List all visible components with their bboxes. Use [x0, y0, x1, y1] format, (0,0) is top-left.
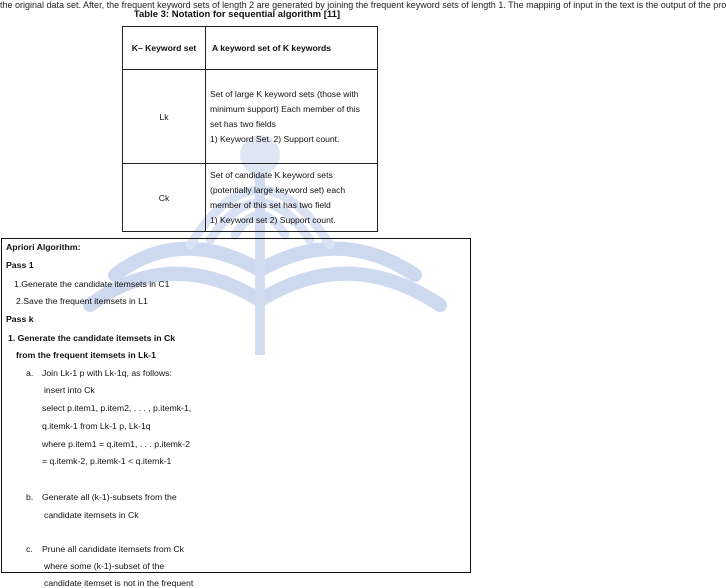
notation-symbol: Ck — [123, 164, 206, 232]
sub-step-b-line: Generate all (k-1)-subsets from the — [42, 492, 177, 502]
pass-1-step-1: 1.Generate the candidate itemsets in C1 — [14, 279, 170, 289]
header-cell: A keyword set of K keywords — [206, 27, 378, 70]
sub-step-c-line: candidate itemset is not in the frequent — [44, 578, 194, 588]
notation-description: Set of candidate K keyword sets (potentially large keyword set) each member of this set has two field 1) Keyword set 2) Support count. — [206, 164, 378, 232]
sub-step-a-line: Join Lk-1 p with Lk-1q, as follows: — [42, 368, 172, 378]
sub-step-c-line: where some (k-1)-subset of the — [44, 561, 165, 571]
sub-step-a-line: select p.item1, p.item2, . . . , p.itemk-1, — [42, 403, 192, 413]
table-header-row — [123, 27, 378, 70]
header-cell: K– Keyword set — [123, 27, 206, 70]
sub-step-a-line: q.itemk-1 from Lk-1 p, Lk-1q — [42, 421, 151, 431]
sub-step-b-line: candidate itemsets in Ck — [44, 510, 139, 520]
table-row — [123, 70, 378, 164]
table-caption: Table 3: Notation for sequential algorithm [11] — [133, 9, 341, 20]
sub-step-a-line: where p.item1 = q.item1, . . . p.itemk-2 — [42, 439, 190, 449]
table-row — [123, 164, 378, 232]
sub-step-marker-c: c. — [26, 544, 33, 554]
sub-step-a-line: = q.itemk-2, p.itemk-1 < q.itemk-1 — [42, 456, 172, 466]
pass-1-step-2: 2.Save the frequent itemsets in L1 — [16, 296, 148, 306]
sub-step-a-line: insert into Ck — [44, 385, 95, 395]
notation-description: Set of large K keyword sets (those with minimum support) Each member of this set has two fields 1) Keyword Set. 2) Support count. — [206, 70, 378, 164]
pass-k-heading: Pass k — [6, 314, 34, 324]
sub-step-marker-b: b. — [26, 492, 34, 502]
sub-step-marker-a: a. — [26, 368, 34, 378]
notation-symbol: Lk — [123, 70, 206, 164]
sub-step-c-line: Prune all candidate itemsets from Ck — [42, 544, 184, 554]
pass-1-heading: Pass 1 — [6, 260, 34, 270]
notation-table — [122, 26, 378, 232]
algorithm-box — [1, 238, 471, 588]
pass-k-step-1-continued: from the frequent itemsets in Lk-1 — [16, 350, 156, 360]
pass-k-step-1: 1. Generate the candidate itemsets in Ck — [8, 333, 176, 343]
algorithm-title: Apriori Algorithm: — [6, 242, 81, 252]
clipped-text-line: the original data set. After, the frequent keyword sets of length 2 are generated by joining the frequent keyword sets of length 1. The mapping of input in the text is the output of the pro — [0, 0, 726, 10]
